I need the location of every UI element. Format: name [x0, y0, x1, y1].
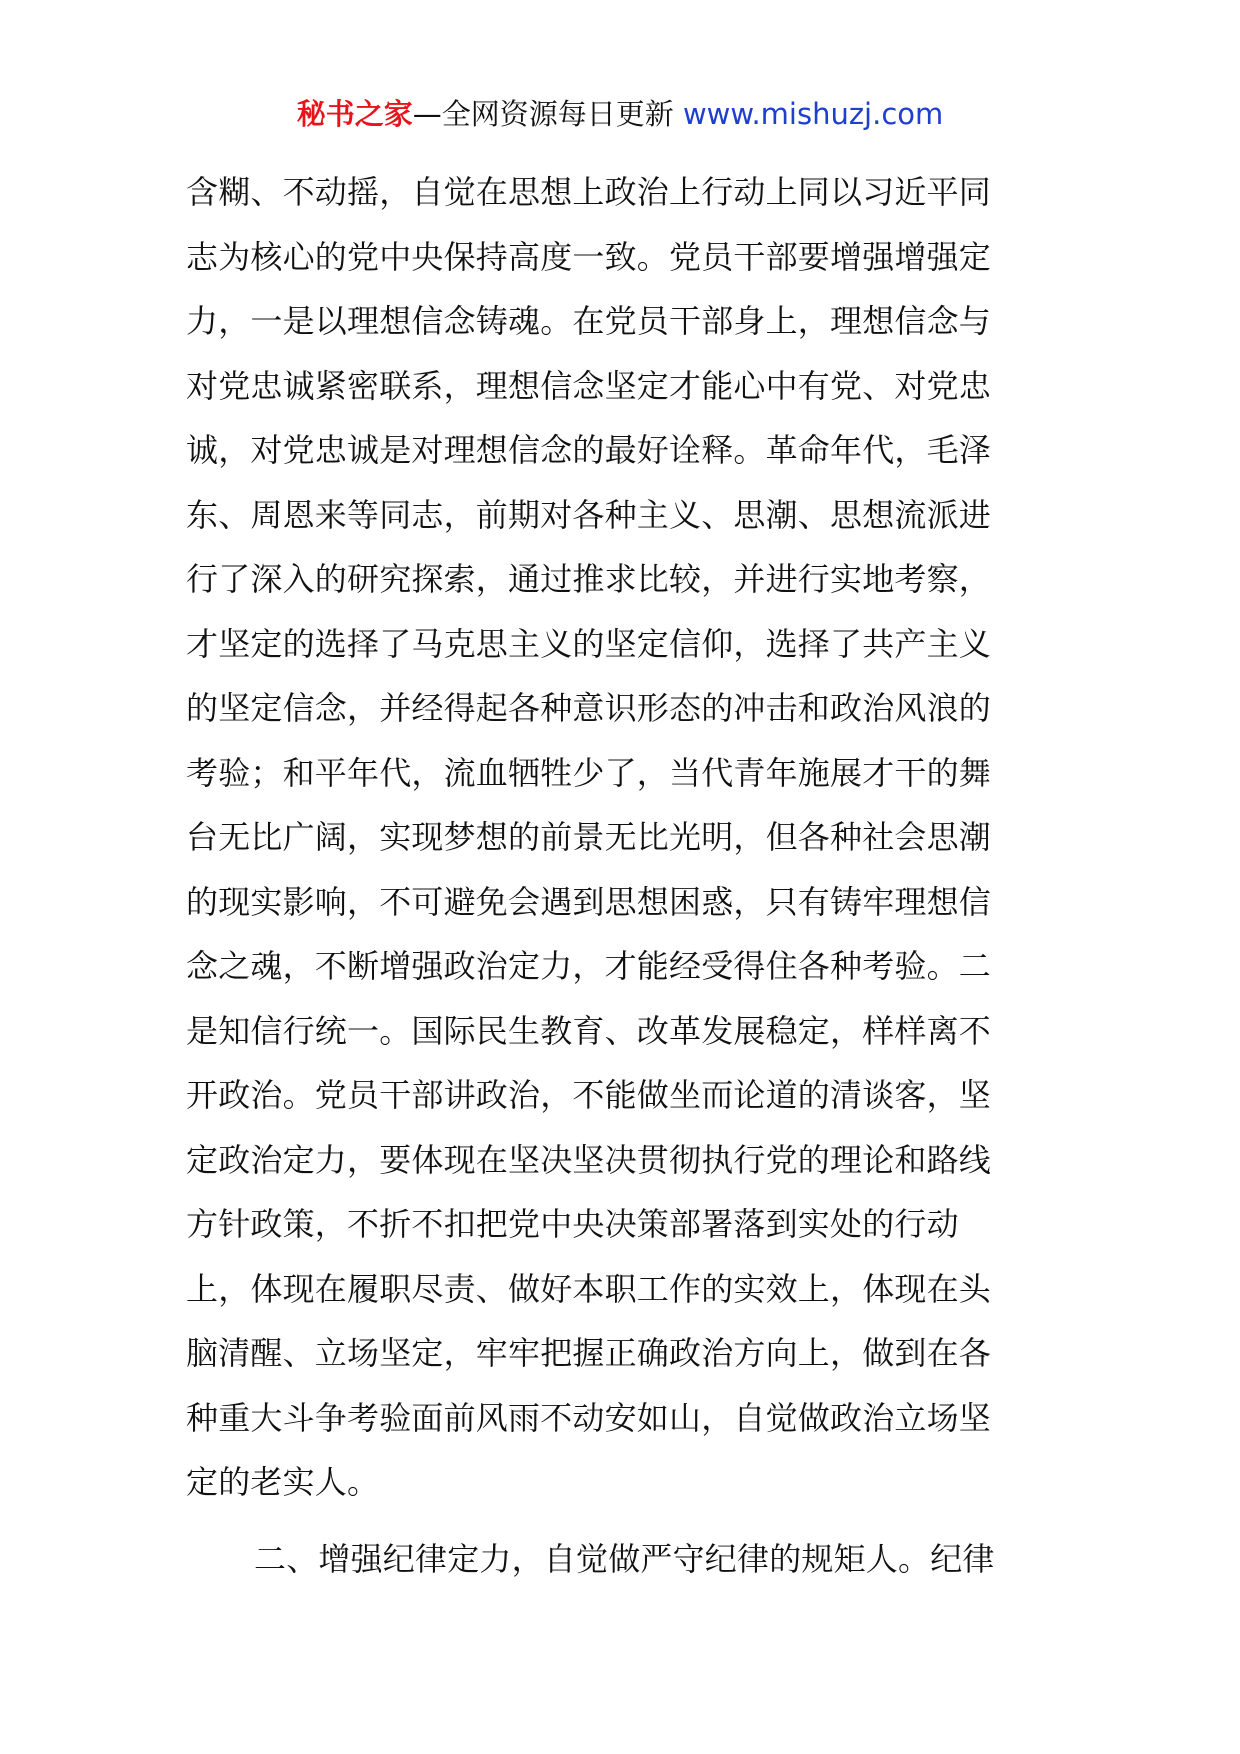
body-line: 脑清醒、立场坚定，牢牢把握正确政治方向上，做到在各: [186, 1334, 992, 1372]
body-line: 定政治定力，要体现在坚决坚决贯彻执行党的理论和路线: [186, 1140, 992, 1179]
body-line: 的坚定信念，并经得起各种意识形态的冲击和政治风浪的: [186, 689, 992, 727]
body-line: 志为核心的党中央保持高度一致。党员干部要增强增强定: [186, 237, 992, 276]
site-url-link[interactable]: www.mishuzj.com: [682, 97, 944, 131]
document-body: [186, 160, 1056, 1591]
page-header: [0, 94, 1240, 134]
body-line: 考验；和平年代，流血牺牲少了，当代青年施展才干的舞: [186, 753, 992, 792]
body-line: 是知信行统一。国际民生教育、改革发展稳定，样样离不: [186, 1011, 992, 1050]
section-heading: 二、增强纪律定力，自觉做严守纪律的规矩人。纪律: [254, 1539, 995, 1578]
body-line: 才坚定的选择了马克思主义的坚定信仰，选择了共产主义: [186, 624, 992, 663]
body-line: 对党忠诚紧密联系，理想信念坚定才能心中有党、对党忠: [186, 366, 992, 405]
body-line: 含糊、不动摇，自觉在思想上政治上行动上同以习近平同: [186, 173, 992, 211]
body-line: 定的老实人。: [186, 1463, 380, 1501]
body-line: 力，一是以理想信念铸魂。在党员干部身上，理想信念与: [186, 302, 992, 340]
body-line: 台无比广阔，实现梦想的前景无比光明，但各种社会思潮: [186, 818, 992, 856]
body-line: 的现实影响，不可避免会遇到思想困惑，只有铸牢理想信: [186, 882, 992, 921]
body-line: 行了深入的研究探索，通过推求比较，并进行实地考察，: [186, 560, 992, 598]
body-line: 方针政策，不折不扣把党中央决策部署落到实处的行动: [186, 1205, 959, 1243]
body-line: 诚，对党忠诚是对理想信念的最好诠释。革命年代，毛泽: [186, 431, 992, 469]
site-tagline: —全网资源每日更新: [412, 97, 674, 131]
site-brand: 秘书之家: [296, 97, 413, 131]
body-line: 念之魂，不断增强政治定力，才能经受得住各种考验。二: [186, 947, 992, 985]
body-line: 上，体现在履职尽责、做好本职工作的实效上，体现在头: [186, 1269, 992, 1308]
body-line: 开政治。党员干部讲政治，不能做坐而论道的清谈客，坚: [186, 1076, 992, 1114]
body-line: 东、周恩来等同志，前期对各种主义、思潮、思想流派进: [186, 495, 992, 534]
body-line: 种重大斗争考验面前风雨不动安如山，自觉做政治立场坚: [186, 1398, 992, 1437]
